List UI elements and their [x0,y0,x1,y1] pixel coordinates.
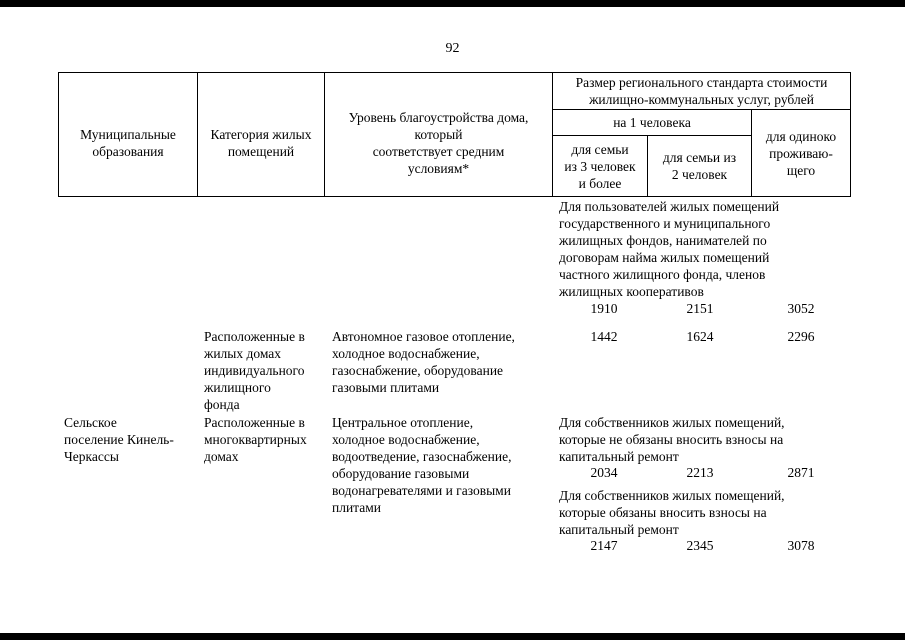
value-not-obliged-single: 2871 [787,465,815,480]
scan-bottom-border [0,633,905,640]
value-users-family2: 2151 [686,301,714,316]
value-individual-family2: 1624 [686,329,714,344]
header-category: Категория жилых помещений [198,73,325,197]
header-level: Уровень благоустройства дома, который соответствует средним условиям* [325,73,553,197]
level-individual: Автономное газовое отопление, холодное водоснабжение, газоснабжение, оборудование газовыми плитами [332,329,515,395]
category-individual: Расположенные в жилых домах индивидуального жилищного фонда [204,329,305,412]
table-header [58,72,851,197]
scan-top-border [0,0,905,7]
level-apartment: Центральное отопление, холодное водоснабжение, водоотведение, газоснабжение, оборудование газовыми водонагревателями и газовыми плитами [332,415,512,515]
value-individual-single: 2296 [787,329,815,344]
header-municipality: Муниципальные образования [59,73,198,197]
header-single: для одиноко проживаю- щего [752,110,851,197]
header-family2: для семьи из 2 человек [648,136,752,197]
page-number: 92 [445,41,460,56]
value-obliged-single: 3078 [787,538,815,553]
caption-obliged: Для собственников жилых помещений, которые обязаны вносить взносы на капитальный ремонт [559,488,785,537]
header-group-title: Размер регионального стандарта стоимости жилищно-коммунальных услуг, рублей [553,73,851,110]
value-users-single: 3052 [787,301,815,316]
value-obliged-family2: 2345 [686,538,714,553]
category-apartment: Расположенные в многоквартирных домах [204,415,307,464]
value-users-family3: 1910 [590,301,618,316]
caption-not-obliged: Для собственников жилых помещений, которые не обязаны вносить взносы на капитальный ремонт [559,415,785,464]
caption-users: Для пользователей жилых помещений государственного и муниципального жилищных фондов, нанимателей по договорам найма жилых помещений частного жилищного фонда, членов жилищных кооперативов [559,199,780,299]
header-family3: для семьи из 3 человек и более [553,136,648,197]
value-obliged-family3: 2147 [590,538,618,553]
value-individual-family3: 1442 [590,329,618,344]
header-per-person: на 1 человека [553,110,752,136]
municipality-name: Сельское поселение Кинель- Черкассы [64,415,174,464]
value-not-obliged-family2: 2213 [686,465,714,480]
value-not-obliged-family3: 2034 [590,465,618,480]
